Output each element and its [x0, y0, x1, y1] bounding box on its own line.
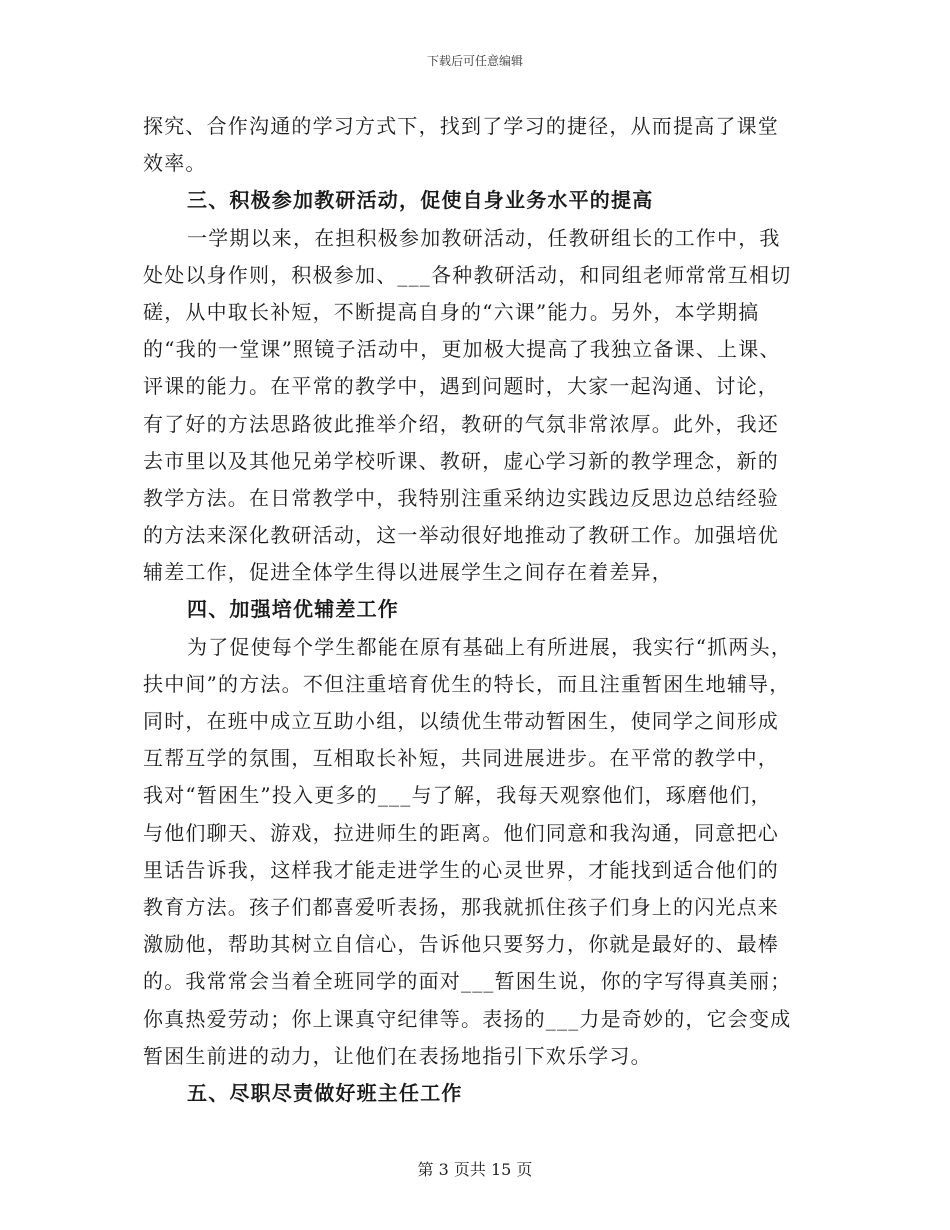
paragraph-line: 效率。 — [143, 151, 207, 176]
paragraph-line: 互帮互学的氛围，互相取长补短，共同进展进步。在平常的教学中， — [143, 746, 779, 771]
section-heading: 五、尽职尽责做好班主任工作 — [187, 1080, 463, 1105]
paragraph-line: 你真热爱劳动；你上课真守纪律等。表扬的___力是奇妙的，它会变成 — [143, 1006, 792, 1031]
paragraph-line: 与他们聊天、游戏，拉进师生的距离。他们同意和我沟通，同意把心 — [143, 820, 779, 845]
paragraph-line: 教学方法。在日常教学中，我特别注重采纳边实践边反思边总结经验 — [143, 485, 779, 510]
paragraph-line: 处处以身作则，积极参加、___各种教研活动，和同组老师常常互相切 — [143, 262, 792, 287]
paragraph-line: 我对“暂困生”投入更多的___与了解，我每天观察他们，琢磨他们， — [143, 783, 772, 808]
paragraph-line: 教育方法。孩子们都喜爱听表扬，那我就抓住孩子们身上的闪光点来 — [143, 894, 779, 919]
paragraph-line: 的“我的一堂课”照镜子活动中，更加极大提高了我独立备课、上课、 — [143, 337, 781, 362]
paragraph-line: 去市里以及其他兄弟学校听课、教研，虚心学习新的教学理念，新的 — [143, 448, 779, 473]
paragraph-line: 一学期以来，在担积极参加教研活动，任教研组长的工作中，我 — [187, 225, 781, 250]
paragraph-line: 激励他，帮助其树立自信心，告诉他只要努力，你就是最好的、最棒 — [143, 932, 779, 957]
document-body — [143, 108, 808, 1112]
paragraph-line: 有了好的方法思路彼此推举介绍，教研的气氛非常浓厚。此外，我还 — [143, 411, 779, 436]
paragraph-line: 里话告诉我，这样我才能走进学生的心灵世界，才能找到适合他们的 — [143, 857, 779, 882]
paragraph-line: 的方法来深化教研活动，这一举动很好地推动了教研工作。加强培优 — [143, 523, 779, 548]
section-heading: 四、加强培优辅差工作 — [187, 597, 399, 622]
paragraph-line: 暂困生前进的动力，让他们在表扬地指引下欢乐学习。 — [143, 1043, 652, 1068]
paragraph-line: 辅差工作，促进全体学生得以进展学生之间存在着差异， — [143, 560, 673, 585]
paragraph-line: 的。我常常会当着全班同学的面对___暂困生说，你的字写得真美丽； — [143, 969, 792, 994]
paragraph-line: 探究、合作沟通的学习方式下，找到了学习的捷径，从而提高了课堂 — [143, 114, 779, 138]
page-header: 下载后可任意编辑 — [426, 54, 523, 68]
paragraph-line: 磋，从中取长补短，不断提高自身的“六课”能力。另外，本学期搞 — [143, 299, 760, 324]
paragraph-line: 同时，在班中成立互助小组，以绩优生带动暂困生，使同学之间形成 — [143, 709, 779, 733]
paragraph-line: 评课的能力。在平常的教学中，遇到问题时，大家一起沟通、讨论， — [143, 374, 779, 399]
page-footer: 第 3 页共 15 页 — [417, 1160, 533, 1179]
paragraph-line: 扶中间”的方法。不但注重培育优生的特长，而且注重暂困生地辅导， — [143, 671, 791, 696]
paragraph-line: 为了促使每个学生都能在原有基础上有所进展，我实行“抓两头， — [187, 634, 793, 659]
section-heading: 三、积极参加教研活动，促使自身业务水平的提高 — [187, 188, 654, 213]
